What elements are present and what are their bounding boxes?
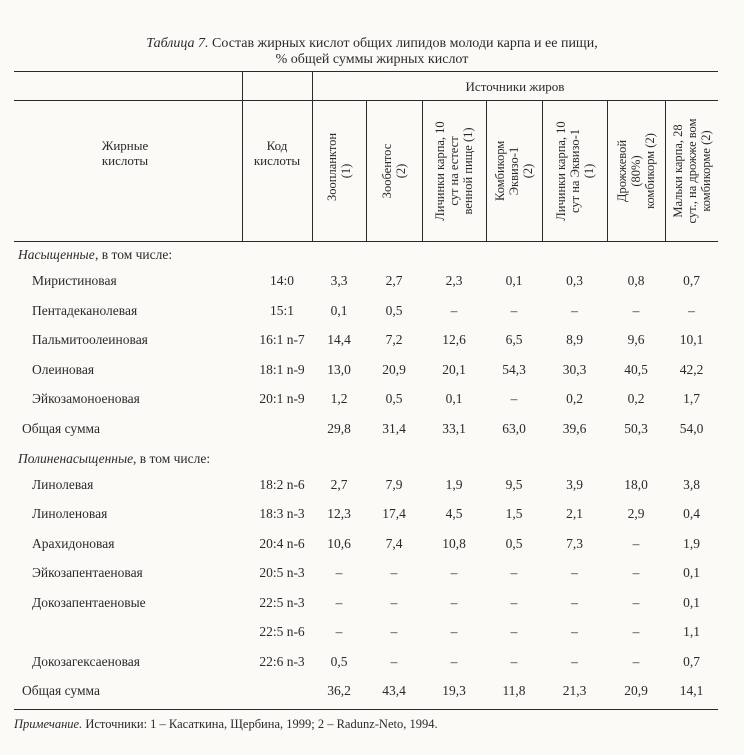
- value-cell: 20,1: [442, 361, 466, 377]
- value-cell: –: [571, 624, 578, 639]
- value-cell: 3,8: [683, 476, 700, 492]
- value-cell: 0,3: [566, 273, 583, 288]
- value-cell: 7,4: [385, 535, 403, 551]
- value-cell: 2,7: [330, 476, 348, 492]
- value-cell: –: [390, 653, 398, 669]
- value-cell: 1,2: [330, 391, 348, 406]
- value-cell: 9,6: [627, 332, 645, 347]
- total-row: [14, 677, 718, 707]
- header-top-rule: [14, 71, 718, 72]
- acid-code: 18:1 n-9: [259, 361, 305, 377]
- value-cell: 1,9: [445, 476, 463, 492]
- acids-header: Жирные кислоты: [101, 138, 149, 168]
- caption-line-1: [0, 36, 744, 52]
- value-cell: 8,9: [566, 332, 583, 347]
- acid-code: 22:5 n-3: [259, 594, 305, 610]
- table-row: [14, 356, 718, 386]
- value-cell: 12,6: [442, 332, 466, 347]
- value-cell: –: [390, 565, 398, 580]
- acid-name: Пальмитоолеиновая: [32, 332, 148, 347]
- value-cell: 0,2: [627, 391, 645, 406]
- table-row: [14, 326, 718, 356]
- caption-line-2: % общей суммы жирных кислот: [275, 52, 469, 67]
- value-cell: 3,9: [566, 476, 583, 492]
- col-divider: [486, 100, 487, 241]
- acid-name: Докозагексаеновая: [32, 653, 140, 669]
- source-column-header: Дрожжевой (80%) комбикорм (2): [615, 133, 657, 209]
- total-value-cell: 21,3: [562, 683, 587, 698]
- value-cell: 0,2: [566, 391, 583, 406]
- total-value-cell: 29,8: [327, 420, 351, 436]
- acid-code: 20:4 n-6: [259, 535, 305, 551]
- acid-name: Олеиновая: [32, 361, 95, 377]
- value-cell: 30,3: [562, 361, 587, 377]
- value-cell: –: [571, 594, 578, 610]
- table-row: [14, 648, 718, 678]
- value-cell: 4,5: [445, 506, 463, 521]
- total-value-cell: 50,3: [624, 420, 648, 436]
- value-cell: 12,3: [327, 506, 351, 521]
- total-value-cell: 33,1: [442, 420, 466, 436]
- value-cell: –: [450, 594, 458, 610]
- table-row: [14, 500, 718, 530]
- value-cell: 0,5: [330, 653, 348, 669]
- value-cell: 7,2: [385, 332, 403, 347]
- value-cell: –: [450, 565, 458, 580]
- table-row: [14, 589, 718, 619]
- value-cell: 0,1: [683, 565, 700, 580]
- section-title: Полиненасыщенные: [18, 450, 134, 466]
- source-column-header: Зообентос (2): [380, 143, 408, 199]
- total-value-cell: 14,1: [679, 683, 704, 698]
- value-cell: –: [510, 391, 518, 406]
- table-caption: [0, 36, 744, 68]
- value-cell: 0,4: [683, 506, 700, 521]
- total-value-cell: 43,4: [382, 683, 406, 698]
- value-cell: 10,1: [679, 332, 704, 347]
- col-divider: [607, 100, 608, 241]
- source-column-header: Личинки карпа, 10 сут на Эквизо-1 (1): [553, 121, 596, 221]
- acid-name: Линолевая: [32, 476, 94, 492]
- acid-name: Миристиновая: [32, 273, 117, 288]
- value-cell: 10,6: [327, 535, 351, 551]
- footnote-label: Примечание.: [14, 717, 83, 731]
- value-cell: 0,1: [445, 391, 463, 406]
- total-value-cell: 39,6: [562, 420, 587, 436]
- table-row: [14, 267, 718, 297]
- value-cell: 0,1: [505, 273, 523, 288]
- value-cell: 20,9: [382, 361, 406, 377]
- col-divider: [665, 100, 666, 241]
- total-value-cell: 19,3: [442, 683, 466, 698]
- col-divider-code: [242, 71, 243, 241]
- sources-header: Источники жиров: [465, 79, 565, 94]
- value-cell: 0,1: [683, 594, 700, 610]
- value-cell: 13,0: [327, 361, 351, 377]
- value-cell: –: [510, 302, 518, 318]
- acid-code: 18:2 n-6: [259, 476, 305, 492]
- value-cell: 0,5: [385, 391, 403, 406]
- table-footnote: [14, 717, 438, 732]
- acid-name: Докозапентаеновые: [32, 594, 146, 610]
- value-cell: –: [688, 302, 695, 318]
- value-cell: 54,3: [502, 361, 526, 377]
- value-cell: –: [571, 302, 578, 318]
- caption-title: Состав жирных кислот общих липидов молоди карпа и ее пищи,: [212, 36, 598, 51]
- value-cell: 7,9: [385, 476, 403, 492]
- section-title: Насыщенные: [18, 247, 95, 262]
- value-cell: –: [450, 653, 458, 669]
- value-cell: 0,7: [683, 273, 700, 288]
- value-cell: 1,1: [683, 624, 700, 639]
- table-bottom-rule: [14, 709, 718, 710]
- acid-code: 14:0: [269, 273, 294, 288]
- value-cell: –: [510, 653, 518, 669]
- source-column-header: Мальки карпа, 28 сут., на дрожже вом комбикорме (2): [670, 118, 713, 224]
- code-header: Код кислоты: [253, 138, 301, 168]
- value-cell: 0,5: [385, 302, 403, 318]
- acid-name: Арахидоновая: [32, 535, 115, 551]
- acid-code: 15:1: [269, 302, 294, 318]
- caption-label: Таблица 7.: [146, 36, 209, 51]
- col-divider-sources: [312, 71, 313, 241]
- total-value-cell: 31,4: [382, 420, 406, 436]
- total-value-cell: 63,0: [502, 420, 526, 436]
- total-row: [14, 415, 718, 445]
- value-cell: 10,8: [442, 535, 466, 551]
- value-cell: –: [632, 302, 640, 318]
- value-cell: –: [632, 594, 640, 610]
- table-row: [14, 530, 718, 560]
- value-cell: 0,8: [627, 273, 645, 288]
- value-cell: –: [510, 594, 518, 610]
- acid-code: 16:1 n-7: [259, 332, 305, 347]
- value-cell: 1,7: [683, 391, 700, 406]
- value-cell: –: [571, 565, 578, 580]
- acid-name: Эйкозамоноеновая: [32, 391, 140, 406]
- acid-code: 18:3 n-3: [259, 506, 305, 521]
- value-cell: –: [632, 565, 640, 580]
- value-cell: –: [510, 565, 518, 580]
- value-cell: –: [510, 624, 518, 639]
- value-cell: –: [450, 624, 458, 639]
- total-value-cell: 20,9: [624, 683, 648, 698]
- value-cell: 2,3: [445, 273, 463, 288]
- table-row: [14, 385, 718, 415]
- col-divider: [542, 100, 543, 241]
- col-divider: [422, 100, 423, 241]
- source-column-header: Личинки карпа, 10 сут на естест венной пище (1): [433, 121, 475, 221]
- value-cell: 1,5: [505, 506, 523, 521]
- total-label: Общая сумма: [22, 683, 100, 698]
- value-cell: 7,3: [566, 535, 583, 551]
- value-cell: –: [335, 624, 343, 639]
- acid-code: 22:6 n-3: [259, 653, 305, 669]
- value-cell: –: [335, 594, 343, 610]
- total-value-cell: 36,2: [327, 683, 351, 698]
- section-title-suffix: , в том числе:: [95, 247, 173, 262]
- value-cell: 9,5: [505, 476, 523, 492]
- value-cell: 2,7: [385, 273, 403, 288]
- value-cell: 18,0: [624, 476, 648, 492]
- value-cell: –: [390, 624, 398, 639]
- source-column-header: Комбикорм Эквизо-1 (2): [493, 140, 535, 201]
- total-value-cell: 11,8: [502, 683, 526, 698]
- value-cell: 0,1: [330, 302, 348, 318]
- value-cell: –: [335, 565, 343, 580]
- table-row: [14, 559, 718, 589]
- acid-name: Эйкозапентаеновая: [32, 565, 143, 580]
- section-title-suffix: , в том числе:: [133, 450, 211, 466]
- acid-code: 20:1 n-9: [259, 391, 305, 406]
- footnote-text: Источники: 1 – Касаткина, Щербина, 1999; 2 – Radunz-Neto, 1994.: [85, 717, 438, 731]
- value-cell: 0,5: [505, 535, 523, 551]
- value-cell: 6,5: [505, 332, 523, 347]
- value-cell: 17,4: [382, 506, 406, 521]
- acid-name: Пентадеканолевая: [32, 302, 138, 318]
- table-row: [14, 297, 718, 327]
- value-cell: 1,9: [683, 535, 700, 551]
- acid-code: 22:5 n-6: [259, 624, 305, 639]
- table-row: [14, 618, 718, 648]
- value-cell: 0,7: [683, 653, 700, 669]
- source-column-header: Зоопланктон (1): [325, 132, 353, 201]
- value-cell: –: [632, 653, 640, 669]
- acid-name: Линоленовая: [32, 506, 108, 521]
- table-row: [14, 471, 718, 501]
- value-cell: –: [390, 594, 398, 610]
- col-divider: [366, 100, 367, 241]
- value-cell: –: [632, 535, 640, 551]
- value-cell: –: [571, 653, 578, 669]
- value-cell: –: [632, 624, 640, 639]
- value-cell: 3,3: [330, 273, 348, 288]
- value-cell: 2,9: [627, 506, 645, 521]
- value-cell: 40,5: [624, 361, 648, 377]
- value-cell: 42,2: [679, 361, 704, 377]
- total-value-cell: 54,0: [679, 420, 704, 436]
- total-label: Общая сумма: [22, 420, 100, 436]
- value-cell: 2,1: [566, 506, 583, 521]
- value-cell: 14,4: [327, 332, 351, 347]
- acid-code: 20:5 n-3: [259, 565, 305, 580]
- value-cell: –: [450, 302, 458, 318]
